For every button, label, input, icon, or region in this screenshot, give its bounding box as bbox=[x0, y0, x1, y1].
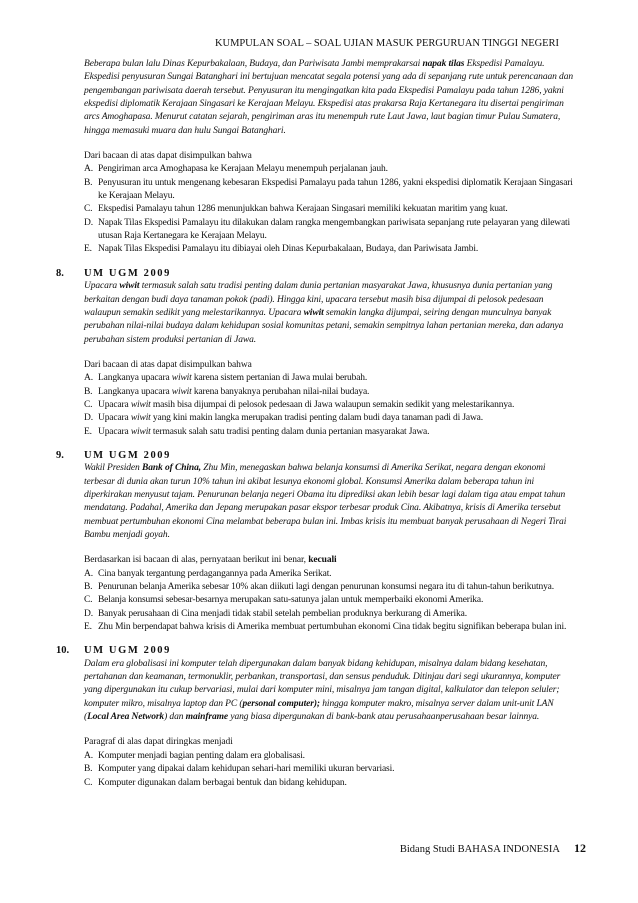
emphasis-bold: kecuali bbox=[308, 555, 337, 566]
option-text bbox=[98, 163, 574, 176]
text-run: Ekspedisi Pamalayu. Ekspedisi penyusuran Sungai Batanghari ini bertujuan mencatat segala potensi yang ada di sepanjang rute untuk perencanaan dan pengembangan pariwisata daerah tersebut. Penyusuran itu mengingatkan kita pada Ekspedisi Pamalayu pada tahun 1286, yakni ekspedisi diplomatik Kerajaan Singasari ke Kerajaan Melayu. Ekspedisi atas prakarsa Raja Kertanegara itu disertai pengiriman arcs Amoghapasa. Menurut catatan sejarah, pengiriman aras itu menempuh rute Laut Jawa, laut bagian timur Pulau Sumatera, hingga memasuki muara dan hulu Sungai Batanghari. bbox=[84, 59, 574, 136]
option-label: A. bbox=[84, 164, 93, 175]
emphasis-bold: wiwit bbox=[119, 281, 140, 292]
text-run: semakin langka dijumpai, seiring dengan munculnya banyak perubahan nilai-nilai budaya dalam kehidupan sosial komunitas petani, semakin sempitnya lahan pertanian mereka, dan adanya perubahan sistem produksi pertanian di Jawa. bbox=[84, 307, 564, 345]
question-source: UM UGM 2009 bbox=[84, 449, 172, 461]
text-run: Upacara bbox=[98, 413, 131, 424]
option-label: A. bbox=[84, 750, 93, 761]
text-run: termasuk salah satu tradisi penting dalam dunia pertanian masyarakat Jawa. bbox=[150, 426, 430, 437]
text-run: Dari bacaan di atas dapat disimpulkan bahwa bbox=[84, 151, 252, 162]
text-run: Komputer menjadi bagian penting dalam era globalisasi. bbox=[98, 750, 305, 761]
answer-option-c[interactable] bbox=[84, 399, 574, 412]
question-prompt bbox=[84, 736, 574, 749]
question-prompt bbox=[84, 554, 574, 567]
option-text bbox=[98, 399, 574, 412]
option-label: A. bbox=[84, 373, 93, 384]
answer-option-a[interactable] bbox=[84, 568, 574, 581]
text-run: Zhu Min, menegaskan bahwa belanja konsumsi di Amerika Serikat, negara dengan ekonomi terbesar di dunia akan turun 10% tahun ini akibat lesunya ekonomi global. Konsumsi Amerika dalam beberapa tahun ini diperkirakan menyusut tajam. Penurunan belanja negeri Obama itu diprediksi akan lebih besar lagi dalam tiga atau empat tahun mendatang. Padahal, Amerika dan Jepang merupakan pasar ekspor terbesar produk Cina. Akibatnya, krisis di Amerika tersebut membuat pertumbuhan ekonomi Cina melambat beberapa bulan ini. Imbas krisis itu membuat banyak perusahaan di Negeri Tirai Bambu menjadi goyah. bbox=[84, 463, 567, 540]
text-run: Upacara bbox=[98, 399, 131, 410]
question-number: 9. bbox=[56, 449, 64, 461]
question-passage bbox=[84, 658, 574, 725]
answer-option-a[interactable] bbox=[84, 750, 574, 763]
option-text bbox=[98, 203, 574, 216]
answer-option-d[interactable] bbox=[84, 608, 574, 621]
text-run: Napak Tilas Ekspedisi Pamalayu itu dibiayai oleh Dinas Kepurbakalaan, Budaya, dan Pariwisata Jambi. bbox=[98, 244, 479, 255]
answer-option-b[interactable] bbox=[84, 386, 574, 399]
answer-option-c[interactable] bbox=[84, 203, 574, 216]
text-run: Beberapa bulan lalu Dinas Kepurbakalaan, Budaya, dan Pariwisata Jambi memprakarsai bbox=[84, 59, 423, 69]
text-run: masih bisa dijumpai di pelosok pedesaan di Jawa walaupun semakin sedikit yang melestarikannya. bbox=[150, 399, 515, 410]
answer-option-c[interactable] bbox=[84, 777, 574, 790]
text-run: Komputer digunakan dalam berbagai bentuk dan bidang kehidupan. bbox=[98, 777, 347, 788]
option-label: D. bbox=[84, 217, 93, 228]
option-text bbox=[98, 594, 574, 607]
text-run: yang biasa dipergunakan di bank-bank atau perusahaanperusahaan besar lainnya. bbox=[228, 712, 540, 723]
option-text bbox=[98, 750, 574, 763]
text-run: yang kini makin langka merupakan tradisi penting dalam budi daya tanaman padi di Jawa. bbox=[150, 413, 483, 424]
question-source: UM UGM 2009 bbox=[84, 267, 172, 279]
emphasis-italic: wiwit bbox=[171, 386, 192, 397]
answer-option-d[interactable] bbox=[84, 412, 574, 425]
question-prompt bbox=[84, 359, 574, 372]
option-text bbox=[98, 243, 574, 256]
option-text bbox=[98, 217, 574, 244]
question-8 bbox=[56, 267, 574, 439]
question-passage bbox=[84, 280, 574, 347]
question-source: UM UGM 2009 bbox=[84, 645, 172, 657]
text-run: Zhu Min berpendapat bahwa krisis di Amerika membuat pertumbuhan ekonomi Cina tidak begitu signifikan beberapa bulan ini. bbox=[98, 622, 567, 633]
option-text bbox=[98, 372, 574, 385]
footer-subject: Bidang Studi BAHASA INDONESIA bbox=[399, 844, 560, 855]
text-run: Langkanya upacara bbox=[98, 386, 172, 397]
emphasis-bold: Local Area Network bbox=[87, 712, 165, 723]
emphasis-bold: napak tilas bbox=[422, 59, 465, 69]
emphasis-bold: personal computer); bbox=[242, 698, 320, 709]
text-run: Banyak perusahaan di Cina menjadi tidak stabil setelah pembelian produknya berkurang di Amerika. bbox=[98, 608, 467, 619]
text-run: Penyusuran itu untuk mengenang kebesaran Ekspedisi Pamalayu pada tahun 1286, yakni ekspedisi diplomatik Kerajaan Singasari ke Kerajaan Melayu. bbox=[98, 177, 573, 202]
text-run: Napak Tilas Ekspedisi Pamalayu itu dilakukan dalam rangka mengembangkan pariwisata sepanjang rute pelayaran yang dilewati utusan Raja Kertanegara ke Kerajaan Melayu. bbox=[98, 217, 571, 242]
text-run: termasuk salah satu tradisi penting dalam dunia pertanian masyarakat Jawa, khususnya dunia pertanian yang berkaitan dengan budi daya tanaman pokok (padi). Hingga kini, upacara tersebut masih bisa dijumpai di pelosok pedesaan walaupun semakin sedikit yang melestarikannya. Upacara bbox=[84, 281, 553, 318]
answer-option-e[interactable] bbox=[84, 243, 574, 256]
text-run: Dari bacaan di atas dapat disimpulkan bahwa bbox=[84, 359, 252, 370]
page-number: 12 bbox=[574, 841, 586, 855]
option-text bbox=[98, 621, 574, 634]
answer-option-e[interactable] bbox=[84, 426, 574, 439]
option-label: C. bbox=[84, 595, 93, 606]
emphasis-italic: wiwit bbox=[130, 399, 151, 410]
option-text bbox=[98, 763, 574, 776]
text-run: ) dan bbox=[164, 712, 186, 723]
option-text bbox=[98, 581, 574, 594]
text-run: Upacara bbox=[98, 426, 131, 437]
option-text bbox=[98, 426, 574, 439]
text-run: karena sistem pertanian di Jawa mulai berubah. bbox=[191, 373, 368, 384]
option-text bbox=[98, 608, 574, 621]
option-label: E. bbox=[84, 426, 92, 437]
option-label: B. bbox=[84, 582, 93, 593]
emphasis-bold: wiwit bbox=[303, 307, 324, 318]
answer-options bbox=[84, 750, 574, 790]
page-header bbox=[215, 38, 559, 50]
text-run: Penurunan belanja Amerika sebesar 10% akan diikuti lagi dengan penurunan konsumsi negara itu di tahun-tahun berikutnya. bbox=[98, 582, 554, 593]
answer-option-b[interactable] bbox=[84, 177, 574, 204]
option-text bbox=[98, 177, 574, 204]
answer-option-e[interactable] bbox=[84, 621, 574, 634]
option-label: E. bbox=[84, 622, 92, 633]
option-label: B. bbox=[84, 177, 93, 188]
answer-options bbox=[84, 372, 574, 439]
text-run: Cina banyak tergantung perdagangannya pada Amerika Serikat. bbox=[98, 568, 332, 579]
option-text bbox=[98, 777, 574, 790]
answer-option-a[interactable] bbox=[84, 372, 574, 385]
emphasis-italic: wiwit bbox=[171, 373, 192, 384]
text-run: Komputer yang dipakai dalam kehidupan sehari-hari memiliki ukuran bervariasi. bbox=[98, 764, 395, 775]
text-run: Upacara bbox=[84, 281, 120, 292]
emphasis-bold: mainframe bbox=[185, 712, 229, 723]
text-run: Wakil Presiden bbox=[84, 463, 142, 474]
emphasis-italic: wiwit bbox=[130, 426, 151, 437]
option-label: D. bbox=[84, 608, 93, 619]
question-10 bbox=[56, 644, 574, 789]
text-run: Ekspedisi Pamalayu tahun 1286 menunjukkan bahwa Kerajaan Singasari memiliki kekuatan maritim yang kuat. bbox=[98, 204, 508, 215]
text-run: Belanja konsumsi sebesar-besarnya merupakan satu-satunya jalan untuk memperbaiki ekonomi Amerika. bbox=[98, 595, 484, 606]
emphasis-bold: Bank of China, bbox=[141, 463, 202, 474]
answer-option-d[interactable] bbox=[84, 217, 574, 244]
question-list bbox=[56, 58, 574, 790]
option-text bbox=[98, 568, 574, 581]
text-run: Paragraf di alas dapat diringkas menjadi bbox=[84, 737, 233, 748]
question-number: 10. bbox=[56, 645, 70, 657]
text-run: karena banyaknya perubahan nilai-nilai budaya. bbox=[191, 386, 370, 397]
option-text bbox=[98, 412, 574, 425]
page-footer bbox=[400, 841, 586, 856]
option-label: D. bbox=[84, 413, 93, 424]
option-label: C. bbox=[84, 204, 93, 215]
option-label: C. bbox=[84, 777, 93, 788]
answer-options bbox=[84, 163, 574, 256]
question-9 bbox=[56, 449, 574, 634]
question-continued bbox=[62, 58, 574, 257]
text-run: Langkanya upacara bbox=[98, 373, 172, 384]
answer-option-a[interactable] bbox=[84, 163, 574, 176]
question-passage bbox=[84, 58, 574, 138]
text-run: hingga komputer makro, misalnya server dalam unit-unit LAN ( bbox=[84, 698, 554, 723]
question-prompt bbox=[84, 150, 574, 163]
answer-options bbox=[84, 568, 574, 635]
option-label: E. bbox=[84, 244, 92, 255]
text-run: Dalam era globalisasi ini komputer telah dipergunakan dalam banyak bidang kehidupan, misalnya dalam bidang kesehatan, pertahanan dan keamanan, termonuklir, perbankan, transportasi, dan sensus penduduk. Ditinjau dari segi ukurannya, komputer yang dipergunakan itu cukup bervariasi, mulai dari komputer mini, misalnya jam tangan digital, kalkulator dan telepon seluler; komputer mikro, misalnya laptop dan PC ( bbox=[84, 658, 561, 709]
text-run: Pengiriman arca Amoghapasa ke Kerajaan Melayu menempuh perjalanan jauh. bbox=[98, 164, 388, 175]
question-number: 8. bbox=[56, 267, 64, 279]
option-label: A. bbox=[84, 568, 93, 579]
option-label: C. bbox=[84, 399, 93, 410]
option-label: B. bbox=[84, 764, 93, 775]
answer-option-b[interactable] bbox=[84, 763, 574, 776]
question-passage bbox=[84, 462, 574, 542]
option-label: B. bbox=[84, 386, 93, 397]
header-title: KUMPULAN SOAL – SOAL UJIAN MASUK PERGURUAN TINGGI NEGERI bbox=[215, 38, 559, 49]
answer-option-b[interactable] bbox=[84, 581, 574, 594]
answer-option-c[interactable] bbox=[84, 594, 574, 607]
option-text bbox=[98, 386, 574, 399]
text-run: Berdasarkan isi bacaan di alas, pernyataan berikut ini benar, bbox=[84, 555, 309, 566]
emphasis-italic: wiwit bbox=[130, 413, 151, 424]
